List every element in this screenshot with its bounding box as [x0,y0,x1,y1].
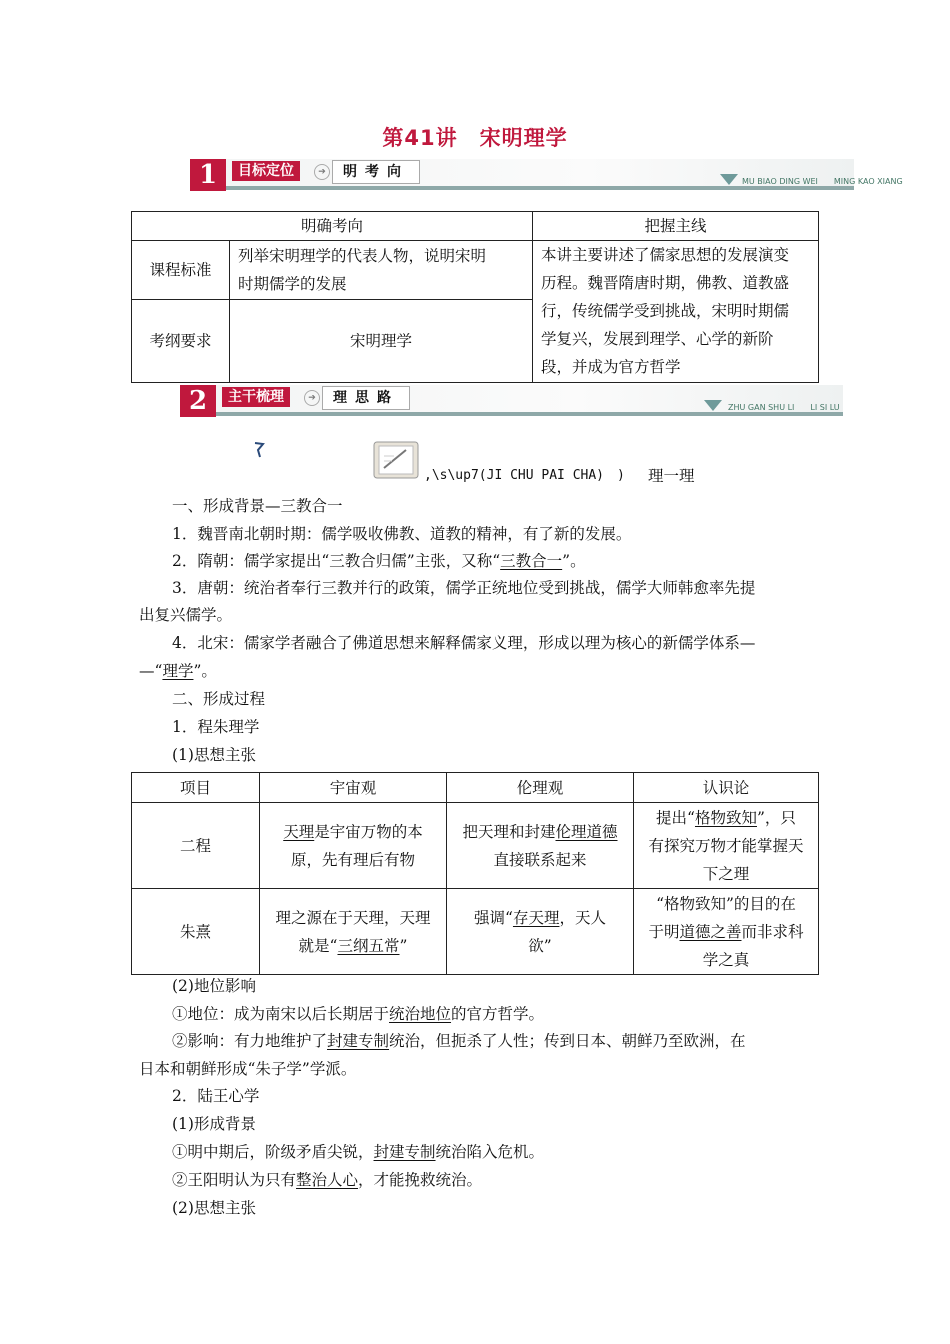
section-banner-goals [190,157,903,193]
subheading: 2．陆王心学 [172,1087,260,1105]
key-term: 伦理道德 [555,822,618,841]
table-header: 明确考向 [132,212,533,241]
cell-line: 时期儒学的发展 [238,275,347,293]
table-cell: 强调“存天理，天人 欲” [447,889,634,975]
table-header: 项目 [132,773,260,803]
cell-line: 学复兴，发展到理学、心学的新阶 [541,330,774,348]
notepad-icon [372,440,420,480]
triangle-icon [704,400,722,411]
section-heading: 二、形成过程 [172,690,266,708]
banner-tag: 目标定位 [232,161,300,181]
table-cell: 提出“格物致知”，只 有探究万物才能掌握天 下之理 [634,803,819,889]
paragraph: ①明中期后，阶级矛盾尖锐，封建专制统治陷入危机。 [172,1143,545,1161]
goals-table [131,211,819,383]
jichu-label: 理一理 [648,467,695,485]
key-term: 统治地位 [389,1005,452,1023]
row-label: 朱熹 [132,889,260,975]
row-label: 课程标准 [132,241,230,300]
page-title: 第41讲 宋明理学 [382,126,568,150]
pen-icon [252,441,266,459]
subheading: (2)思想主张 [172,1199,256,1217]
key-term: 格物致知 [694,808,757,827]
key-term: 存天理 [512,908,560,927]
paragraph: ②王阳明认为只有整治人心，才能挽救统治。 [172,1171,483,1189]
paragraph: ①地位：成为南宋以后长期居于统治地位的官方哲学。 [172,1005,545,1023]
paragraph: 1．魏晋南北朝时期：儒学吸收佛教、道教的精神，有了新的发展。 [172,525,632,543]
triangle-icon [720,174,738,185]
banner-pinyin: MU BIAO DING WEI MING KAO XIANG [742,177,903,186]
key-term: 整治人心 [296,1171,359,1189]
cheng-zhu-table [131,772,819,975]
table-header: 把握主线 [533,212,819,241]
table-cell [230,241,533,300]
key-term: 理学 [162,662,194,680]
arrow-circle-icon: ➔ [314,164,330,180]
cell-line: 列举宋明理学的代表人物，说明宋明 [238,247,487,265]
field-code: ,\s\up7(JI CHU PAI CHA) ) [424,468,625,483]
table-cell: 理之源在于天理，天理 就是“三纲五常” [260,889,447,975]
paragraph: ②影响：有力地维护了封建专制统治，但扼杀了人性；传到日本、朝鲜乃至欧洲，在 [172,1032,746,1050]
banner-number: 1 [190,159,226,191]
cell-line: 段，并成为官方哲学 [541,358,681,376]
subheading: (1)形成背景 [172,1115,256,1133]
key-term: 三纲五常 [337,936,400,955]
subheading: 1．程朱理学 [172,718,260,736]
table-cell: “格物致知”的目的在 于明道德之善而非求科 学之真 [634,889,819,975]
table-header: 伦理观 [447,773,634,803]
key-term: 道德之善 [679,922,742,941]
banner-pinyin: ZHU GAN SHU LI LI SI LU [728,403,840,412]
subheading: (2)地位影响 [172,977,256,995]
main-line-cell [533,241,819,383]
table-cell: 宋明理学 [230,300,533,383]
row-label: 考纲要求 [132,300,230,383]
paragraph: 2．隋朝：儒学家提出“三教合归儒”主张，又称“三教合一”。 [172,552,586,570]
paragraph: 出复兴儒学。 [139,606,233,624]
paragraph: 3．唐朝：统治者奉行三教并行的政策，儒学正统地位受到挑战，儒学大师韩愈率先提 [172,579,756,597]
banner-number: 2 [180,385,216,417]
key-term: 三教合一 [500,552,563,570]
table-cell: 把天理和封建伦理道德 直接联系起来 [447,803,634,889]
subheading: (1)思想主张 [172,746,256,764]
cell-line: 历程。魏晋隋唐时期，佛教、道教盛 [541,274,790,292]
paragraph: 日本和朝鲜形成“朱子学”学派。 [139,1060,357,1078]
table-header: 认识论 [634,773,819,803]
section-heading: 一、形成背景—三教合一 [172,497,343,515]
table-header: 宇宙观 [260,773,447,803]
banner-box: 明考向 [332,160,420,184]
paragraph: —“理学”。 [139,662,217,680]
key-term: 天理 [283,822,315,841]
banner-tag: 主干梳理 [222,387,290,407]
paragraph: 4．北宋：儒家学者融合了佛道思想来解释儒家义理，形成以理为核心的新儒学体系— [172,634,756,652]
arrow-circle-icon: ➔ [304,390,320,406]
key-term: 封建专制 [327,1032,390,1050]
key-term: 封建专制 [373,1143,436,1161]
table-cell: 天理是宇宙万物的本 原，先有理后有物 [260,803,447,889]
section-banner-outline [180,383,843,419]
banner-box: 理思路 [322,386,410,410]
cell-line: 行，传统儒学受到挑战，宋明时期儒 [541,302,790,320]
row-label: 二程 [132,803,260,889]
cell-line: 本讲主要讲述了儒家思想的发展演变 [541,246,790,264]
